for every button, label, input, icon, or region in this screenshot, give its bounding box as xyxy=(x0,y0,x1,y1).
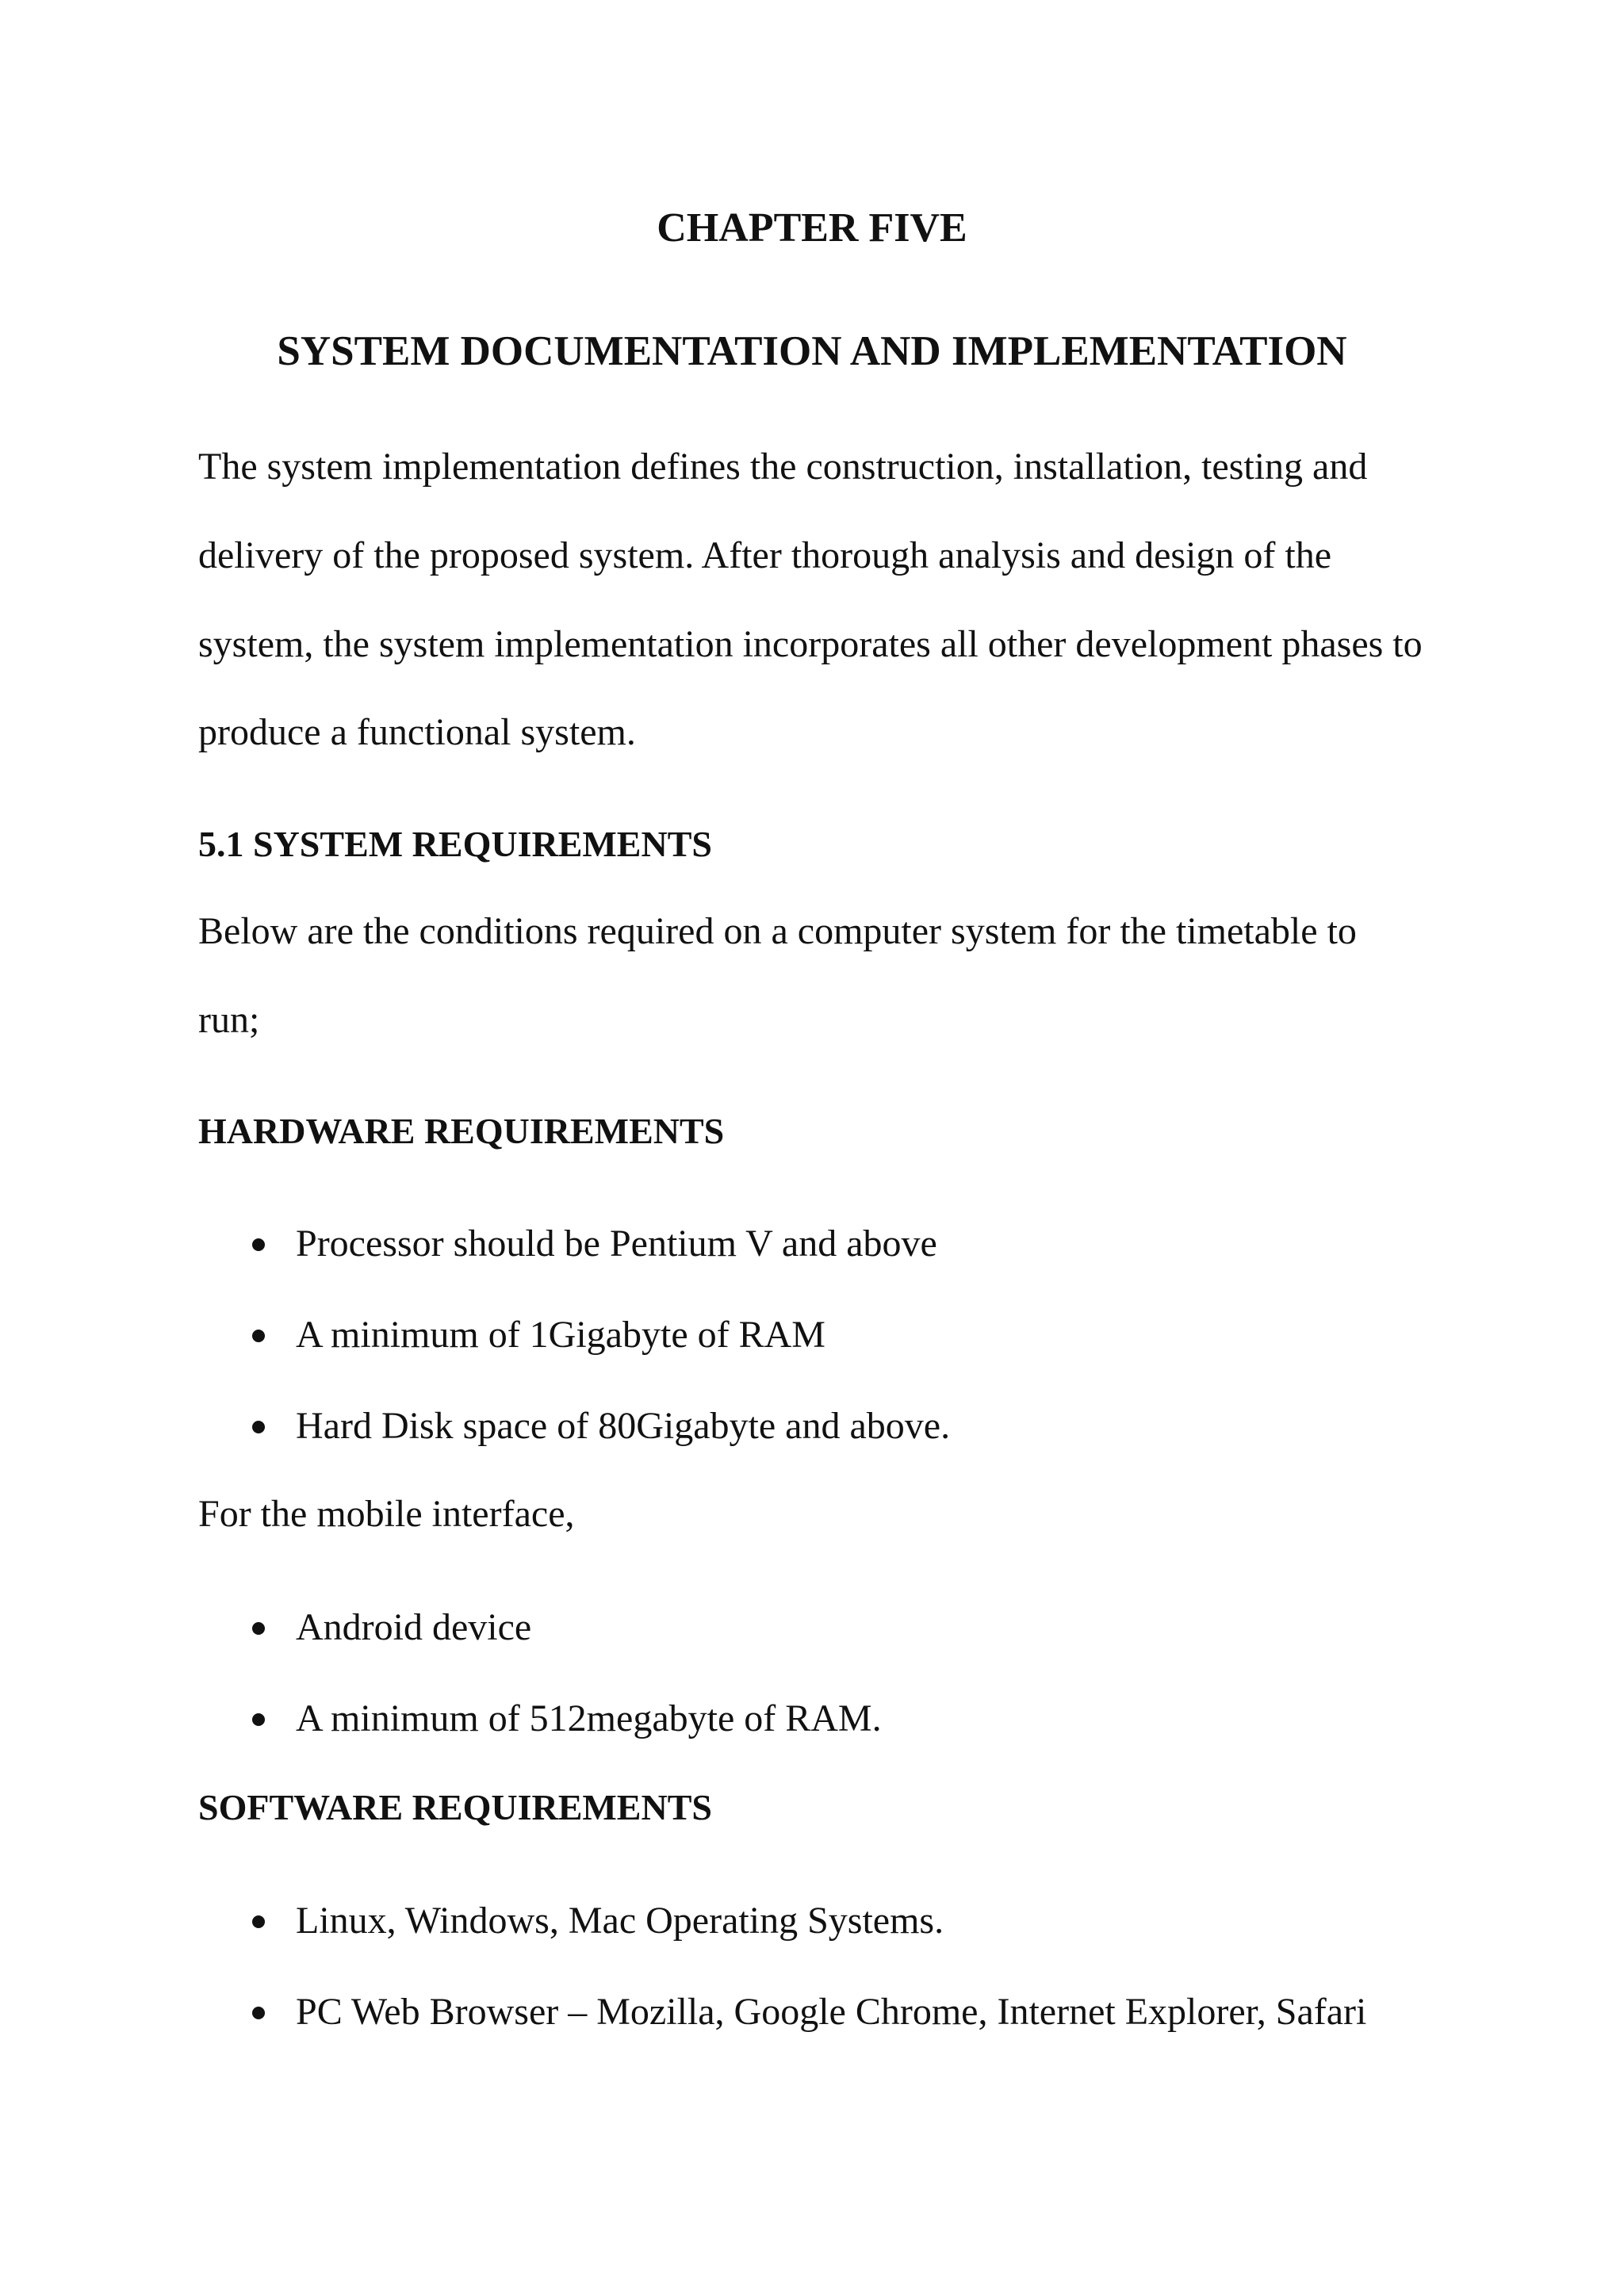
section-intro-line: Below are the conditions required on a computer system for the timetable to xyxy=(198,910,1357,952)
intro-paragraph-line: produce a functional system. xyxy=(198,711,636,753)
bullet-icon xyxy=(252,1421,265,1433)
bullet-icon xyxy=(252,1330,265,1342)
list-item-text: Hard Disk space of 80Gigabyte and above. xyxy=(296,1405,951,1447)
mobile-interface-intro: For the mobile interface, xyxy=(198,1493,575,1535)
chapter-title: CHAPTER FIVE xyxy=(657,205,967,251)
bullet-icon xyxy=(252,1238,265,1251)
list-item-text: Processor should be Pentium V and above xyxy=(296,1223,937,1265)
list-item-text: A minimum of 512megabyte of RAM. xyxy=(296,1697,882,1739)
intro-paragraph-line: The system implementation defines the construction, installation, testing and xyxy=(198,446,1368,488)
list-item-text: Android device xyxy=(296,1606,532,1648)
software-requirements-heading: SOFTWARE REQUIREMENTS xyxy=(198,1787,712,1827)
bullet-icon xyxy=(252,1915,265,1928)
intro-paragraph-line: delivery of the proposed system. After thorough analysis and design of the xyxy=(198,534,1332,576)
bullet-icon xyxy=(252,1622,265,1635)
bullet-icon xyxy=(252,2007,265,2019)
intro-paragraph-line: system, the system implementation incorporates all other development phases to xyxy=(198,623,1423,665)
list-item-text: A minimum of 1Gigabyte of RAM xyxy=(296,1314,825,1356)
section-heading-system-requirements: 5.1 SYSTEM REQUIREMENTS xyxy=(198,824,712,864)
chapter-subtitle: SYSTEM DOCUMENTATION AND IMPLEMENTATION xyxy=(277,328,1347,374)
hardware-requirements-heading: HARDWARE REQUIREMENTS xyxy=(198,1111,725,1151)
list-item-text: PC Web Browser – Mozilla, Google Chrome, Internet Explorer, Safari xyxy=(296,1991,1367,2033)
bullet-icon xyxy=(252,1713,265,1726)
section-intro-line: run; xyxy=(198,999,260,1041)
list-item-text: Linux, Windows, Mac Operating Systems. xyxy=(296,1900,944,1942)
